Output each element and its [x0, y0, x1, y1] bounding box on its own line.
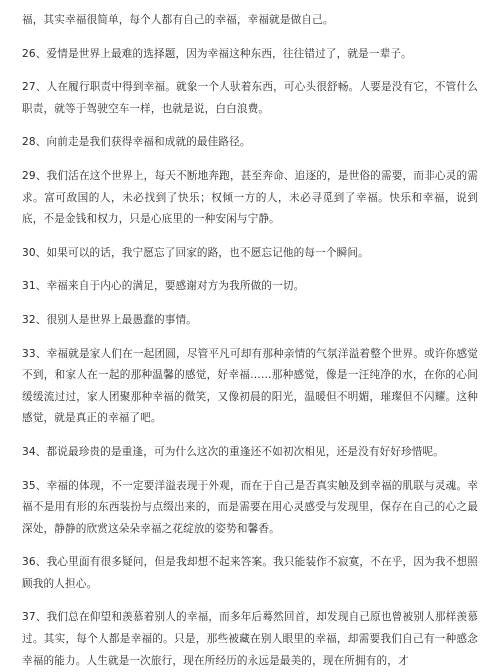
paragraph-33: 33、幸福就是家人们在一起团圆，尽管平凡可却有那种亲情的气氛洋溢着整个世界。或许你感觉不到，和家人在一起的那种温馨的感觉，好幸福……那种感觉，像是一汪纯净的水，在你的心间缓缓流过过，家人团聚那种幸福的微笑，又像初晨的阳光，温暖但不明媚，璀璨但不闪耀。这种感觉，就是真正的幸福了吧。 — [22, 347, 478, 425]
paragraph-37: 37、我们总在仰望和羡慕着别人的幸福，而多年后蓦然回首，却发现自己原也曾被别人那样羡慕过。其实，每个人都是幸福的。只是，那些被藏在别人眼里的幸福，却需要我们自己有一种感念幸福的能力。人生就是一次旅行，现在所经历的永远是最美的，现在所拥有的，才 — [22, 611, 478, 667]
paragraph-34: 34、都说最珍贵的是重逢，可为什么这次的重逢还不如初次相见，还是没有好好珍惜呢。 — [22, 445, 445, 458]
paragraph-31: 31、幸福来自于内心的满足，要感谢对方为我所做的一切。 — [22, 280, 305, 293]
paragraph-25-tail: 福，其实幸福很简单，每个人都有自己的幸福，幸福就是做自己。 — [22, 14, 334, 26]
paragraph-28: 28、向前走是我们获得幸福和成就的最佳路径。 — [22, 136, 251, 149]
paragraph-27: 27、人在履行职责中得到幸福。就象一个人驮着东西，可心头很舒畅。人要是没有它，不管什么职责，就等于驾驶空车一样，也就是说，白白浪费。 — [22, 81, 478, 115]
paragraph-26: 26、爱情是世界上最难的选择题，因为幸福这种东西，往往错过了，就是一辈子。 — [22, 47, 412, 60]
paragraph-32: 32、很别人是世界上最愚蠢的事情。 — [22, 313, 197, 326]
paragraph-36: 36、我心里面有很多疑问，但是我却想不起来答案。我只能装作不寂寞，不在乎，因为我不想照顾我的人担心。 — [22, 556, 478, 590]
paragraph-30: 30、如果可以的话，我宁愿忘了回家的路，也不愿忘记他的每一个瞬间。 — [22, 246, 369, 259]
paragraph-29: 29、我们活在这个世界上，每天不断地奔跑，甚至奔命、追逐的，是世俗的需要，而非心灵的需求。富可敌国的人，未必找到了快乐；权倾一方的人，未必寻觅到了幸福。快乐和幸福，说到底，不是金钱和权力，只是心底里的一种安闲与宁静。 — [22, 169, 478, 226]
paragraph-35: 35、幸福的体现，不一定要洋溢表现于外观，而在于自己是否真实触及到幸福的肌联与灵魂。幸福不是用有形的东西装扮与点缀出来的，而是需要在用心灵感受与发现里，保存在自己的心之最深处，静静的欣赏这朵朵幸福之花绽放的姿势和馨香。 — [22, 479, 478, 535]
